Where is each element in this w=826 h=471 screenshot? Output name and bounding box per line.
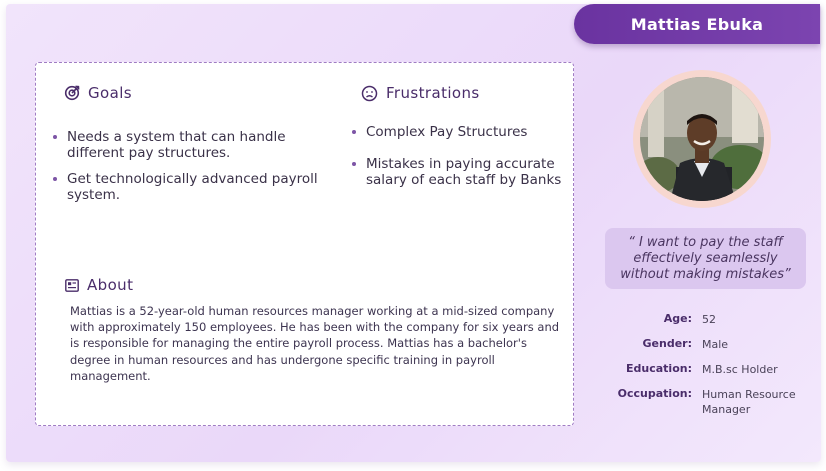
- frustrations-list: [352, 124, 567, 188]
- persona-quote: [605, 228, 806, 289]
- persona-name: Mattias Ebuka: [630, 14, 764, 34]
- frustration-item: Mistakes in paying accurate salary of each staff by Banks: [352, 156, 567, 188]
- education-value: M.B.sc Holder: [702, 363, 778, 376]
- goals-heading: [64, 84, 132, 102]
- about-text: Mattias is a 52-year-old human resources manager working at a mid-sized company with approximately 150 employees. He has been with the company for six years and is responsible for managing the entire payroll process. Mattias has a bachelor's degree in human resources and has undergone specific training in payroll management.: [70, 304, 560, 383]
- frustrations-heading: [361, 84, 480, 102]
- goals-title: Goals: [88, 84, 132, 102]
- occupation-label: Occupation:: [617, 387, 692, 400]
- goal-item: Get technologically advanced payroll system.: [53, 171, 323, 203]
- target-icon: [64, 85, 80, 101]
- quote-text: “ I want to pay the staff effectively seamlessly without making mistakes”: [620, 234, 791, 282]
- profile-card-icon: [65, 279, 79, 292]
- about-heading: [65, 276, 133, 294]
- education-label: Education:: [626, 362, 692, 375]
- occupation-value: Human Resource Manager: [702, 388, 796, 416]
- avatar: [640, 77, 764, 201]
- age-label: Age:: [663, 312, 692, 325]
- persona-name-banner: [574, 4, 820, 44]
- goals-list: [53, 129, 323, 203]
- goal-item: Needs a system that can handle different pay structures.: [53, 129, 323, 161]
- frustrations-title: Frustrations: [386, 84, 480, 102]
- sad-face-icon: [361, 85, 378, 102]
- age-value: 52: [702, 313, 716, 326]
- frustration-item: Complex Pay Structures: [352, 124, 567, 140]
- gender-label: Gender:: [642, 337, 692, 350]
- gender-value: Male: [702, 338, 729, 351]
- about-title: About: [87, 276, 134, 294]
